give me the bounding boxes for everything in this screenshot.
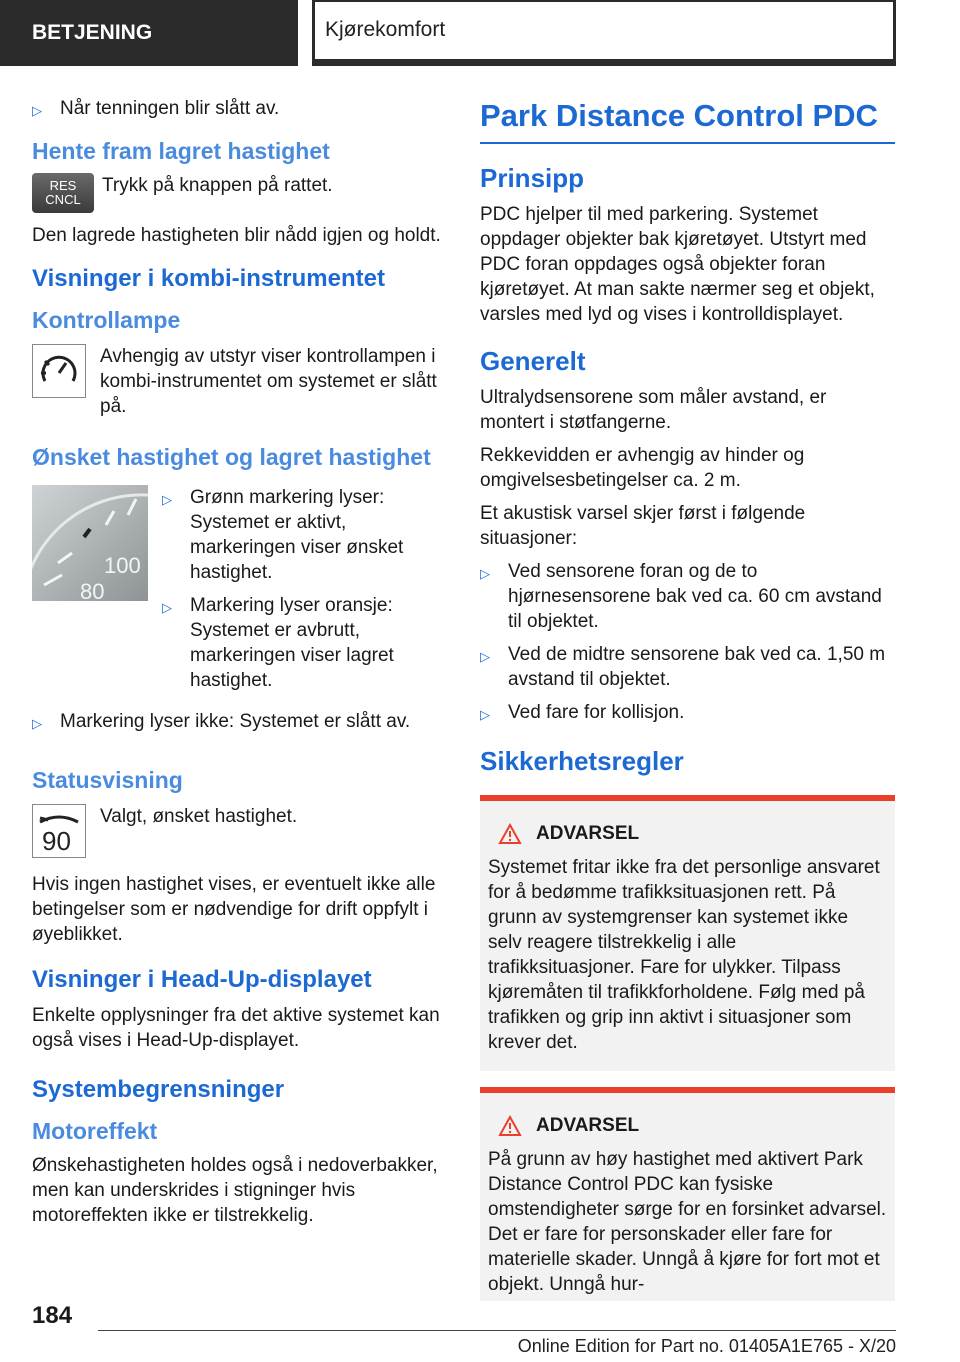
heading-lamp: Kontrollampe (32, 307, 181, 333)
heading-limits: Systembegrensninger (32, 1076, 285, 1103)
heading-general: Generelt (480, 346, 586, 376)
page-number: 184 (32, 1302, 73, 1329)
lamp-row (32, 344, 448, 419)
list-item: ▷ Markering lyser ikke: Systemet er slått av. (32, 709, 448, 736)
recall-text: Trykk på knappen på rattet. (102, 175, 333, 196)
triangle-bullet-icon: ▷ (162, 492, 172, 507)
status-speed-icon (32, 804, 86, 858)
list-item: ▷ Ved fare for kollisjon. (480, 700, 895, 727)
chapter-tab (312, 0, 896, 66)
section-title: BETJENING (0, 0, 298, 66)
engine-paragraph: Ønskehastigheten holdes også i nedoverbakker, men kan underskrides i stigninger hvis motoreffekten ikke er tilstrekkelig. (32, 1155, 438, 1226)
triangle-bullet-icon: ▷ (480, 707, 490, 722)
triangle-bullet-icon: ▷ (32, 716, 42, 731)
triangle-bullet-icon: ▷ (480, 649, 490, 664)
principle-paragraph: PDC hjelper til med parkering. Systemet oppdager objekter bak kjøretøyet. Utstyrt med PDC foran oppdages også objekter foran kjøretøyet. At man sakte nærmer seg et objekt, varsles med lyd og vises i kontrolldisplayet. (480, 204, 875, 325)
list-item: ▷ Når tenningen blir slått av. (32, 96, 448, 123)
status-text: Valgt, ønsket hastighet. (100, 806, 298, 827)
warning-box-1 (480, 795, 895, 1071)
recall-paragraph: Den lagrede hastigheten blir nådd igjen og holdt. (32, 225, 441, 246)
list-item: ▷ Ved de midtre sensorene bak ved ca. 1,50 m avstand til objektet. (480, 644, 886, 690)
general-paragraph-1: Ultralydsensorene som måler avstand, er montert i støtfangerne. (480, 387, 827, 433)
heading-engine: Motoreffekt (32, 1118, 158, 1144)
list-item: ▷ Grønn markering lyser: Systemet er aktivt, markeringen viser ønsket hastighet. (162, 487, 404, 583)
left-column (32, 96, 448, 1236)
desired-list (162, 485, 448, 701)
general-paragraph-2: Rekkevidden er avhengig av hinder og omgivelsesbetingelser ca. 2 m. (480, 445, 805, 491)
triangle-bullet-icon: ▷ (162, 600, 172, 615)
footer-divider (98, 1330, 896, 1331)
heading-principle: Prinsipp (480, 163, 585, 193)
heading-recall: Hente fram lagret hastighet (32, 138, 330, 164)
lamp-text: Avhengig av utstyr viser kontrollampen i kombi-instrumentet om systemet er slått på. (100, 346, 437, 417)
speedometer-lamp-icon (32, 344, 86, 398)
status-paragraph: Hvis ingen hastighet vises, er eventuelt ikke alle betingelser som er nødvendige for drift oppfylt i øyeblikket. (32, 874, 436, 945)
warning-triangle-icon (498, 823, 522, 845)
status-number: 90 (42, 826, 71, 854)
triangle-bullet-icon: ▷ (480, 566, 490, 581)
gauge-label-100: 100 (104, 553, 141, 578)
heading-hud: Visninger i Head-Up-displayet (32, 966, 372, 993)
heading-pdc: Park Distance Control PDC (480, 96, 895, 144)
recall-row (32, 173, 448, 213)
warning-text-2: På grunn av høy hastighet med aktivert Park Distance Control PDC kan fysiske omstendigheter sørge for en forsinket advarsel. Det er fare for personskader eller fare for materielle skader. Unngå å kjøre for fort mot et objekt. Unngå hur- (488, 1149, 887, 1295)
general-paragraph-3: Et akustisk varsel skjer først i følgende situasjoner: (480, 503, 806, 549)
warning-box-2 (480, 1087, 895, 1301)
list-item: ▷ Markering lyser oransje: Systemet er avbrutt, markeringen viser lagret hastighet. (162, 595, 394, 691)
warning-triangle-icon (498, 1115, 522, 1137)
hud-paragraph: Enkelte opplysninger fra det aktive systemet kan også vises i Head-Up-displayet. (32, 1005, 440, 1051)
heading-display: Visninger i kombi-instrumentet (32, 265, 385, 292)
warning-title: ADVARSEL (498, 823, 887, 845)
list-item: ▷ Ved sensorene foran og de to hjørnesensorene bak ved ca. 60 cm avstand til objektet. (480, 561, 882, 632)
chapter-title: Kjørekomfort (315, 2, 893, 59)
warning-text-1: Systemet fritar ikke fra det personlige ansvaret for å bedømme trafikksituasjonen rett. På grunn av systemgrenser kan systemet ikke selv reagere tilstrekkelig i alle trafikksituasjoner. Fare for ulykker. Tilpass kjøremåten til trafikkforholdene. Følg med på trafikken og grip inn aktivt i situasjoner som krever det. (488, 857, 880, 1053)
page-header (0, 0, 960, 66)
heading-status: Statusvisning (32, 767, 183, 793)
gauge-label-80: 80 (80, 579, 105, 601)
desired-row (32, 485, 448, 701)
warning-title: ADVARSEL (498, 1115, 887, 1137)
footer-edition: Online Edition for Part no. 01405A1E765 - X/20 (517, 1336, 896, 1356)
right-column (480, 96, 895, 1317)
res-cncl-button-icon: RES CNCL (32, 173, 94, 213)
status-row (32, 804, 448, 858)
gauge-photo (32, 485, 148, 601)
heading-desired: Ønsket hastighet og lagret hastighet (32, 444, 431, 470)
heading-safety: Sikkerhetsregler (480, 746, 684, 776)
triangle-bullet-icon: ▷ (32, 103, 42, 118)
